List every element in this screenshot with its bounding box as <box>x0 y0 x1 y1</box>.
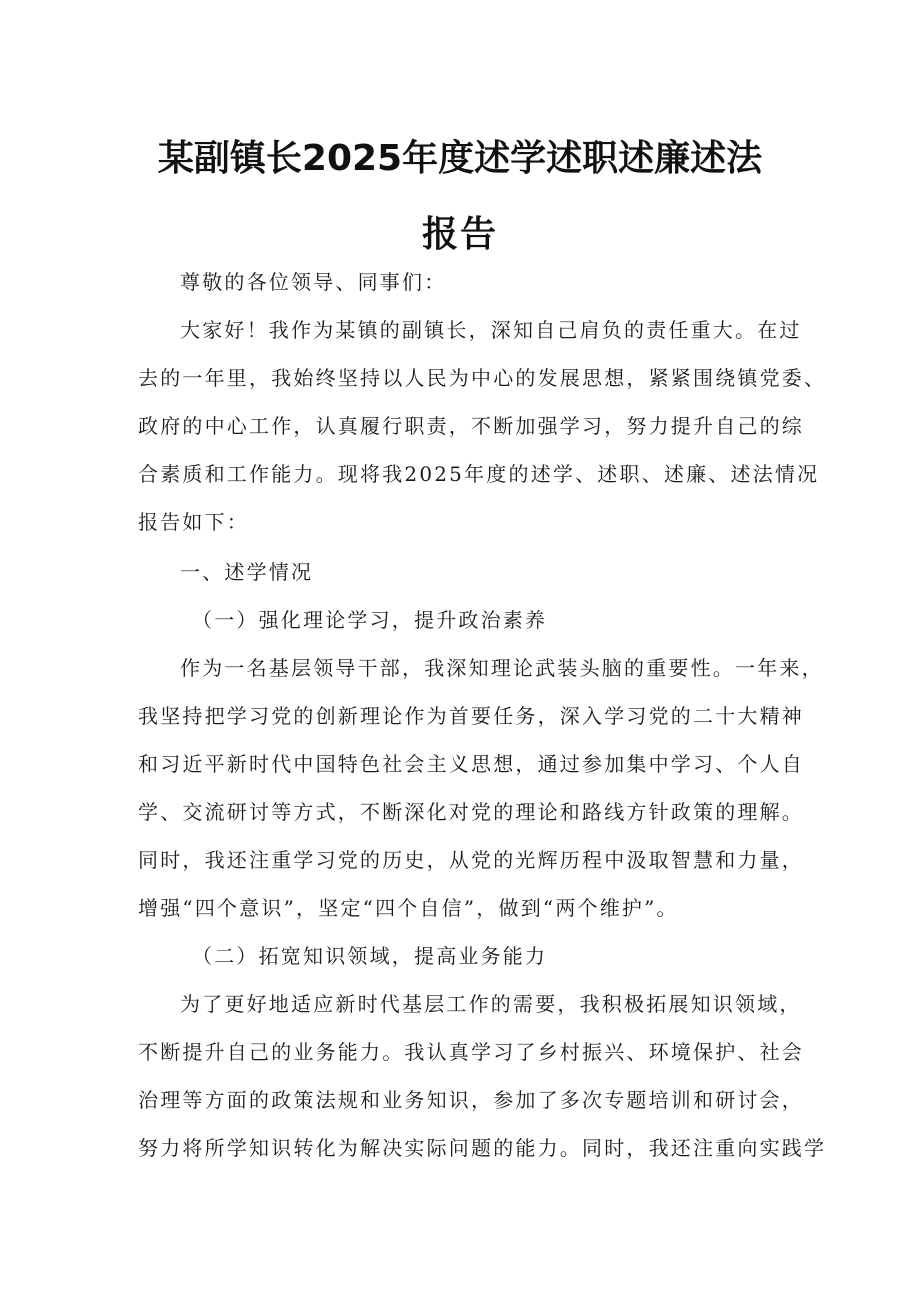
paragraph-line: 不断提升自己的业务能力。我认真学习了乡村振兴、环境保护、社会 <box>138 1040 804 1064</box>
paragraph-line: 大家好！我作为某镇的副镇长，深知自己肩负的责任重大。在过 <box>180 318 802 342</box>
paragraph-line: 为了更好地适应新时代基层工作的需要，我积极拓展知识领域， <box>180 992 802 1016</box>
paragraph-line: 增强“四个意识”，坚定“四个自信”，做到“两个维护”。 <box>138 896 679 920</box>
paragraph-line: 作为一名基层领导干部，我深知理论武装头脑的重要性。一年来， <box>180 656 824 680</box>
section-heading: 一、述学情况 <box>180 560 314 584</box>
paragraph-line: 去的一年里，我始终坚持以人民为中心的发展思想，紧紧围绕镇党委、 <box>138 366 827 390</box>
paragraph-line: 我坚持把学习党的创新理论作为首要任务，深入学习党的二十大精神 <box>138 704 804 728</box>
paragraph-line: 合素质和工作能力。现将我2025年度的述学、述职、述廉、述法情况 <box>138 462 820 486</box>
paragraph-line: 治理等方面的政策法规和业务知识，参加了多次专题培训和研讨会， <box>138 1088 804 1112</box>
paragraph-line: 和习近平新时代中国特色社会主义思想，通过参加集中学习、个人自 <box>138 752 804 776</box>
paragraph-line: 报告如下： <box>138 510 249 534</box>
document-title-line-1: 某副镇长2025年度述学述职述廉述法 <box>157 138 763 179</box>
paragraph-line: 努力将所学知识转化为解决实际问题的能力。同时，我还注重向实践学 <box>138 1136 827 1160</box>
salutation: 尊敬的各位领导、同事们： <box>180 270 447 294</box>
paragraph-line: 政府的中心工作，认真履行职责，不断加强学习，努力提升自己的综 <box>138 414 804 438</box>
paragraph-line: 同时，我还注重学习党的历史，从党的光辉历程中汲取智慧和力量， <box>138 848 804 872</box>
paragraph-line: 学、交流研讨等方式，不断深化对党的理论和路线方针政策的理解。 <box>138 800 804 824</box>
document-title-line-2: 报告 <box>421 214 498 255</box>
subsection-heading: （一）强化理论学习，提升政治素养 <box>192 608 548 632</box>
subsection-heading: （二）拓宽知识领域，提高业务能力 <box>192 944 548 968</box>
